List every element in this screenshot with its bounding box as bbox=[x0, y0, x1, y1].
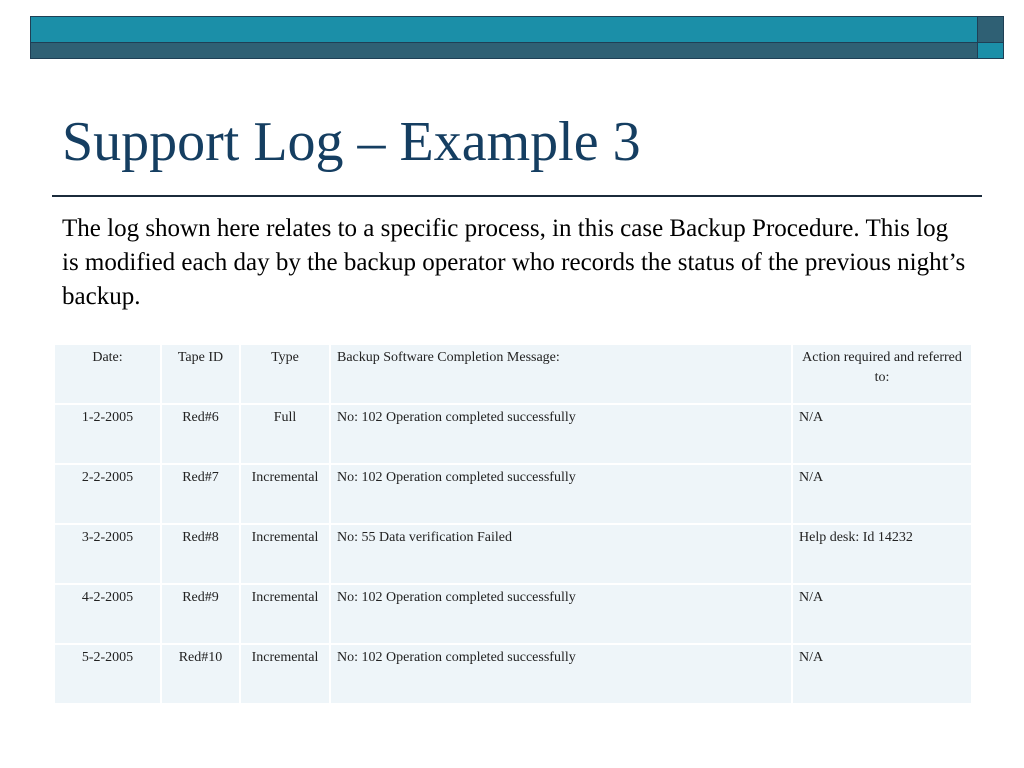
cell-type: Incremental bbox=[240, 524, 330, 584]
title-divider bbox=[52, 195, 982, 197]
cell-date: 5-2-2005 bbox=[54, 644, 161, 704]
cell-message: No: 102 Operation completed successfully bbox=[330, 644, 792, 704]
cell-action: N/A bbox=[792, 584, 972, 644]
header-tape-id: Tape ID bbox=[161, 344, 240, 404]
cell-action: N/A bbox=[792, 644, 972, 704]
cell-tape-id: Red#6 bbox=[161, 404, 240, 464]
cell-type: Incremental bbox=[240, 464, 330, 524]
cell-action: N/A bbox=[792, 464, 972, 524]
slide-title: Support Log – Example 3 bbox=[62, 111, 641, 173]
cell-tape-id: Red#10 bbox=[161, 644, 240, 704]
cell-date: 1-2-2005 bbox=[54, 404, 161, 464]
cell-type: Full bbox=[240, 404, 330, 464]
header-bar-bottom bbox=[30, 42, 978, 59]
header-type: Type bbox=[240, 344, 330, 404]
cell-type: Incremental bbox=[240, 584, 330, 644]
cell-date: 4-2-2005 bbox=[54, 584, 161, 644]
support-log-table bbox=[53, 343, 973, 705]
table-row bbox=[54, 644, 972, 704]
cell-tape-id: Red#7 bbox=[161, 464, 240, 524]
cell-message: No: 102 Operation completed successfully bbox=[330, 404, 792, 464]
cell-message: No: 102 Operation completed successfully bbox=[330, 464, 792, 524]
cell-type: Incremental bbox=[240, 644, 330, 704]
cell-message: No: 102 Operation completed successfully bbox=[330, 584, 792, 644]
table-row bbox=[54, 524, 972, 584]
header-date: Date: bbox=[54, 344, 161, 404]
cell-message: No: 55 Data verification Failed bbox=[330, 524, 792, 584]
header-square-bottom bbox=[977, 42, 1004, 59]
table-row bbox=[54, 584, 972, 644]
cell-tape-id: Red#8 bbox=[161, 524, 240, 584]
table-row bbox=[54, 464, 972, 524]
header-square-top bbox=[977, 16, 1004, 43]
slide-body-text: The log shown here relates to a specific process, in this case Backup Procedure. This log is modified each day by the backup operator who records the status of the previous night’s backup. bbox=[62, 215, 966, 310]
table-row bbox=[54, 404, 972, 464]
header-bar-top bbox=[30, 16, 978, 43]
table-header-row bbox=[54, 344, 972, 404]
cell-tape-id: Red#9 bbox=[161, 584, 240, 644]
header-action-required: Action required and referred to: bbox=[792, 344, 972, 404]
header-completion-message: Backup Software Completion Message: bbox=[330, 344, 792, 404]
cell-action: Help desk: Id 14232 bbox=[792, 524, 972, 584]
cell-date: 3-2-2005 bbox=[54, 524, 161, 584]
cell-date: 2-2-2005 bbox=[54, 464, 161, 524]
cell-action: N/A bbox=[792, 404, 972, 464]
